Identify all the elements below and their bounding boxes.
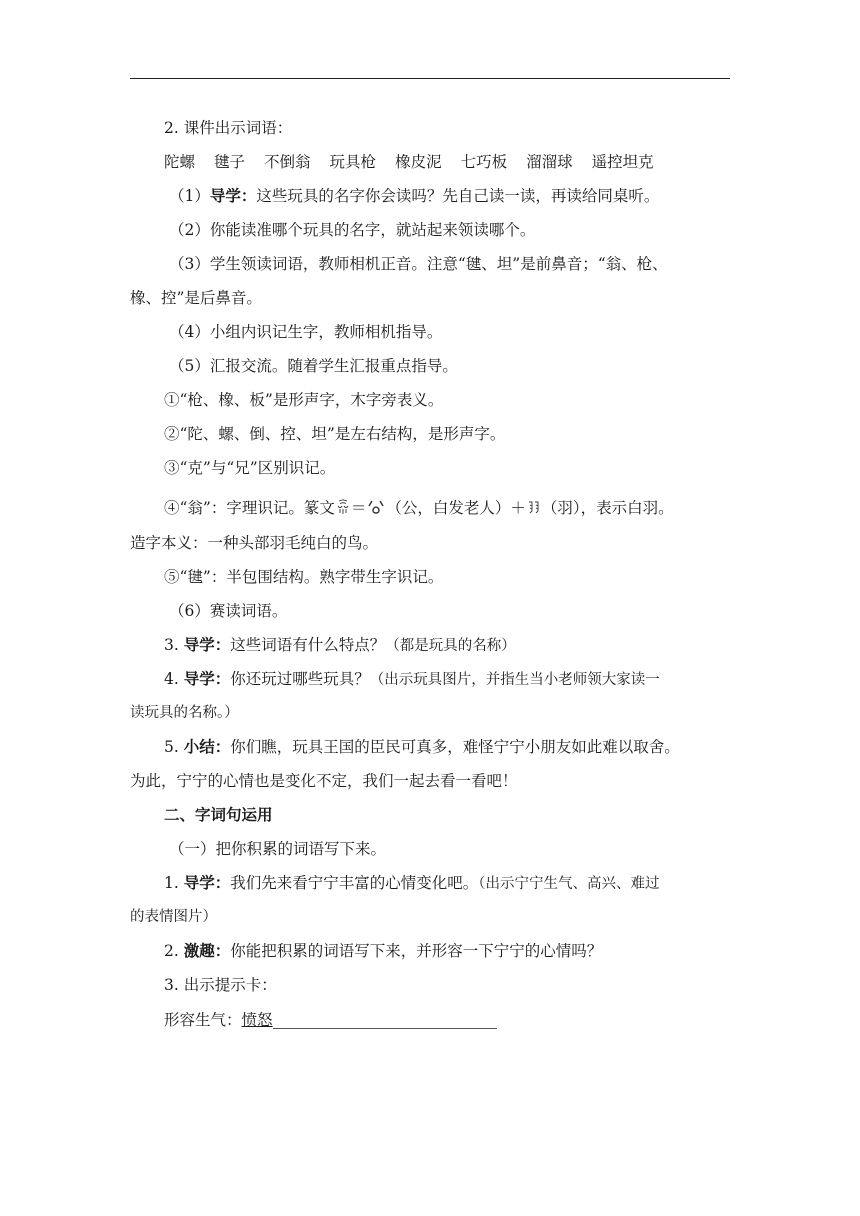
word-item: 陀螺 <box>164 153 196 171</box>
point-1: ①“枪、橡、板”是形声字，木字旁表义。 <box>164 391 444 409</box>
item-lead: 导学： <box>183 669 231 688</box>
word-item: 不倒翁 <box>264 153 311 171</box>
item-text: 我们先来看宁宁丰富的心情变化吧。 <box>230 874 479 892</box>
subsection-heading: （一）把你积累的词语写下来。 <box>169 840 387 858</box>
step-number: （1） <box>169 187 210 205</box>
item-lead: 导学： <box>183 873 231 892</box>
point-4-line-2: 造字本义：一种头部羽毛纯白的鸟。 <box>130 534 379 552</box>
item-number: 4. <box>164 670 184 688</box>
item-lead: 导学： <box>183 635 231 654</box>
point-4-text: （公，白发老人）＋ <box>386 499 526 517</box>
step-3-line-2: 橡、控”是后鼻音。 <box>130 289 262 307</box>
step-3-line-1: （3）学生领读词语，教师相机正音。注意“毽、坦”是前鼻音；“翁、枪、 <box>169 255 668 273</box>
seal-script-weng-icon <box>336 499 350 513</box>
item-5-line-2: 为此，宁宁的心情也是变化不定，我们一起去看一看吧！ <box>130 772 518 790</box>
word-list <box>164 152 654 172</box>
point-4-line-1 <box>164 498 674 518</box>
point-2: ②“陀、螺、倒、控、坦”是左右结构，是形声字。 <box>164 425 506 443</box>
fill-answer: 愤怒 <box>241 1011 273 1029</box>
item-number: 5. <box>164 738 184 756</box>
item-text: 你们瞧，玩具王国的臣民可真多，难怪宁宁小朋友如此难以取舍。 <box>230 738 680 756</box>
item-4-line-1 <box>164 669 660 690</box>
step-5: （5）汇报交流。随着学生汇报重点指导。 <box>169 357 458 375</box>
seal-script-gong-icon <box>367 499 385 513</box>
item-number: 3. <box>164 636 184 654</box>
question-1-line-1 <box>164 873 660 894</box>
item-note: （都是玩具的名称） <box>385 638 516 654</box>
point-4-text: （羽），表示白羽。 <box>541 499 674 517</box>
step-4: （4）小组内识记生字，教师相机指导。 <box>169 323 443 341</box>
item-note: （出示玩具图片，并指生当小老师领大家读一 <box>369 672 660 688</box>
section-heading: 二、字词句运用 <box>164 805 273 824</box>
item-lead: 小结： <box>183 737 231 756</box>
word-item: 溜溜球 <box>526 153 573 171</box>
step-6: （6）赛读词语。 <box>169 602 288 620</box>
step-1 <box>169 186 659 206</box>
item-2-heading: 2. 课件出示词语： <box>164 119 293 137</box>
header-rule <box>130 78 730 79</box>
equals-sign: ＝ <box>350 499 367 517</box>
word-item: 毽子 <box>214 153 246 171</box>
item-text: 你能把积累的词语写下来，并形容一下宁宁的心情吗？ <box>230 942 603 960</box>
word-item: 遥控坦克 <box>591 153 654 171</box>
question-1-line-2: 的表情图片） <box>130 909 217 925</box>
item-note: （出示宁宁生气、高兴、难过 <box>478 876 660 892</box>
seal-script-yu-icon <box>527 499 541 513</box>
point-3: ③“克”与“兄”区别识记。 <box>164 459 336 477</box>
step-lead: 导学： <box>209 186 257 205</box>
word-item: 七巧板 <box>460 153 508 171</box>
point-5: ⑤“毽”：半包围结构。熟字带生字识记。 <box>164 568 444 586</box>
word-item: 橡皮泥 <box>395 153 442 171</box>
item-lead: 激趣： <box>183 941 231 960</box>
item-text: 你还玩过哪些玩具？ <box>230 670 370 688</box>
item-text: 这些词语有什么特点？ <box>230 636 386 654</box>
question-2 <box>164 941 602 961</box>
answer-blank <box>273 1012 497 1029</box>
point-4-text: ④“翁”：字理识记。篆文 <box>164 499 335 517</box>
item-4-line-2: 读玩具的名称。） <box>130 705 239 721</box>
item-5-line-1 <box>164 737 680 757</box>
item-number: 2. <box>164 942 184 960</box>
fill-in-line <box>164 1010 497 1030</box>
question-3: 3. 出示提示卡： <box>164 976 277 994</box>
item-number: 1. <box>164 874 184 892</box>
item-3 <box>164 635 516 656</box>
step-2: （2）你能读准哪个玩具的名字，就站起来领读哪个。 <box>169 221 536 239</box>
fill-label: 形容生气： <box>164 1011 242 1029</box>
word-item: 玩具枪 <box>329 153 377 171</box>
step-text: 这些玩具的名字你会读吗？先自己读一读，再读给同桌听。 <box>256 187 660 205</box>
